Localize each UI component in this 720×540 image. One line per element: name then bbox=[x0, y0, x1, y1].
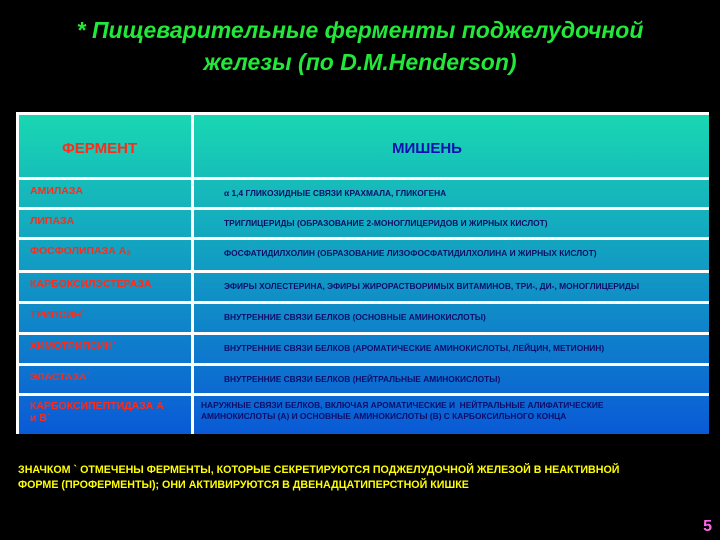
enzyme-cell bbox=[19, 335, 191, 363]
table-row bbox=[16, 393, 709, 434]
enzyme-cell bbox=[19, 366, 191, 393]
target-description: ВНУТРЕННИЕ СВЯЗИ БЕЛКОВ (НЕЙТРАЛЬНЫЕ АМИНОКИСЛОТЫ) bbox=[224, 374, 501, 384]
target-cell bbox=[194, 210, 709, 237]
enzyme-name: ХИМОТРИПСИН` bbox=[30, 340, 117, 352]
enzyme-cell bbox=[19, 396, 191, 434]
enzyme-cell bbox=[19, 180, 191, 207]
title-line-1: * Пищеварительные ферменты поджелудочной bbox=[76, 17, 644, 43]
table-row bbox=[16, 207, 709, 237]
page-number: 5 bbox=[703, 518, 712, 535]
enzyme-name: ТРИПСИН` bbox=[30, 309, 85, 321]
header-target-label: МИШЕНЬ bbox=[392, 140, 462, 157]
enzyme-name: КАРБОКСИПЕПТИДАЗА А и В` bbox=[30, 400, 164, 424]
target-cell bbox=[194, 240, 709, 270]
table-row bbox=[16, 177, 709, 207]
target-description: НАРУЖНЫЕ СВЯЗИ БЕЛКОВ, ВКЛЮЧАЯ АРОМАТИЧЕСКИЕ И НЕЙТРАЛЬНЫЕ АЛИФАТИЧЕСКИЕ АМИНОКИСЛОТЫ (А) И ОСНОВНЫЕ АМИНОКИСЛОТЫ (В) С КАРБОКСИЛЬНОГО КОНЦА bbox=[201, 400, 604, 421]
table-header-row bbox=[16, 112, 709, 177]
enzyme-table bbox=[16, 112, 709, 434]
enzyme-cell bbox=[19, 240, 191, 270]
table-row bbox=[16, 363, 709, 393]
table-row bbox=[16, 301, 709, 332]
enzyme-name: ЛИПАЗА bbox=[30, 215, 75, 227]
table-row bbox=[16, 237, 709, 270]
target-description: α 1,4 ГЛИКОЗИДНЫЕ СВЯЗИ КРАХМАЛА, ГЛИКОГЕНА bbox=[224, 188, 447, 198]
header-enzyme-label: ФЕРМЕНТ bbox=[62, 140, 138, 157]
target-description: ТРИГЛИЦЕРИДЫ (ОБРАЗОВАНИЕ 2-МОНОГЛИЦЕРИДОВ И ЖИРНЫХ КИСЛОТ) bbox=[224, 218, 548, 228]
enzyme-cell bbox=[19, 304, 191, 332]
target-cell bbox=[194, 335, 709, 363]
target-cell bbox=[194, 180, 709, 207]
title-line-2: железы (по D.M.Henderson) bbox=[203, 49, 517, 75]
footnote-line: ЗНАЧКОМ ` ОТМЕЧЕНЫ ФЕРМЕНТЫ, КОТОРЫЕ СЕКРЕТИРУЮТСЯ ПОДЖЕЛУДОЧНОЙ ЖЕЛЕЗОЙ В НЕАКТИВНОЙ bbox=[18, 464, 620, 476]
enzyme-name: ФОСФОЛИПАЗА А₂ bbox=[30, 245, 131, 257]
table-row bbox=[16, 332, 709, 363]
target-cell bbox=[194, 273, 709, 301]
target-cell bbox=[194, 396, 709, 434]
header-target-cell bbox=[194, 115, 709, 177]
target-cell bbox=[194, 366, 709, 393]
enzyme-name: АМИЛАЗА bbox=[30, 185, 83, 197]
enzyme-name: ЭЛАСТАЗА` bbox=[30, 371, 91, 383]
target-description: ФОСФАТИДИЛХОЛИН (ОБРАЗОВАНИЕ ЛИЗОФОСФАТИДИЛХОЛИНА И ЖИРНЫХ КИСЛОТ) bbox=[224, 248, 597, 258]
target-description: ЭФИРЫ ХОЛЕСТЕРИНА, ЭФИРЫ ЖИРОРАСТВОРИМЫХ ВИТАМИНОВ, ТРИ-, ДИ-, МОНОГЛИЦЕРИДЫ bbox=[224, 281, 640, 291]
header-enzyme-cell bbox=[19, 115, 191, 177]
enzyme-cell bbox=[19, 273, 191, 301]
enzyme-cell bbox=[19, 210, 191, 237]
table-row bbox=[16, 270, 709, 301]
enzyme-name: КАРБОКСИЛЭСТЕРАЗА bbox=[30, 278, 152, 290]
slide-title bbox=[0, 14, 720, 78]
target-description: ВНУТРЕННИЕ СВЯЗИ БЕЛКОВ (ОСНОВНЫЕ АМИНОКИСЛОТЫ) bbox=[224, 312, 486, 322]
target-description: ВНУТРЕННИЕ СВЯЗИ БЕЛКОВ (АРОМАТИЧЕСКИЕ АМИНОКИСЛОТЫ, ЛЕЙЦИН, МЕТИОНИН) bbox=[224, 343, 605, 353]
footnote bbox=[18, 463, 720, 493]
target-cell bbox=[194, 304, 709, 332]
footnote-line: ФОРМЕ (ПРОФЕРМЕНТЫ); ОНИ АКТИВИРУЮТСЯ В ДВЕНАДЦАТИПЕРСТНОЙ КИШКЕ bbox=[18, 479, 469, 491]
